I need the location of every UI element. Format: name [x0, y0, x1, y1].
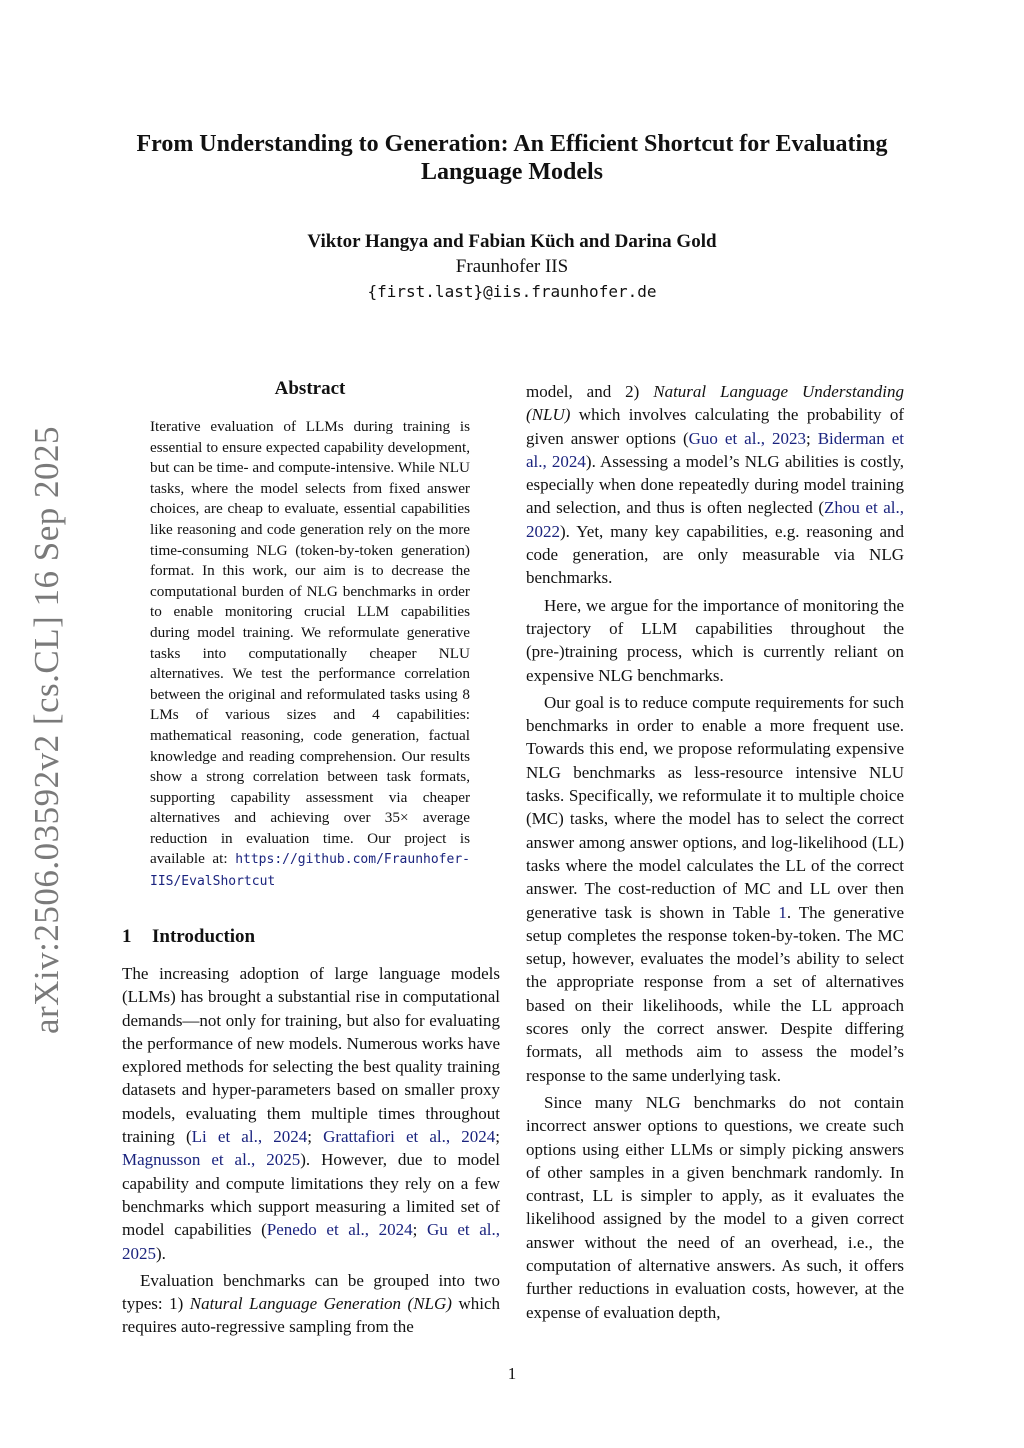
section-number: 1: [122, 926, 132, 947]
citation-biderman[interactable]: Biderman et al., 2024: [526, 428, 904, 471]
citation-gu[interactable]: Gu et al., 2025: [122, 1220, 500, 1263]
page-number: 1: [507, 1364, 517, 1383]
arxiv-id: arXiv:2506.03592v2 [cs.CL] 16 Sep 2025: [27, 425, 66, 1035]
nlu-term: Natural Language Understanding (NLU): [526, 382, 904, 425]
text-span: The increasing adoption of large language models (LLMs) has brought a substantial rise in computational demands—not only for training, but also for evaluating the performance of new models. Numerous works have explored methods for selecting the best quality training datasets and hyper-parameters based on smaller proxy models, evaluating them multiple times throughout training (: [122, 964, 500, 1147]
project-link[interactable]: https://github.com/Fraunhofer-IIS/EvalShortcut: [150, 852, 470, 890]
text-span: . The generative setup completes the response token-by-token. The MC setup, however, evaluates the model’s ability to select the appropriate response from a set of alternatives based on their likelihoods, while the LL approach scores only the correct answer. Despite differing formats, all methods aim to assess the model’s response to the same underlying task.: [526, 902, 904, 1085]
text-span: model, and 2): [526, 382, 654, 401]
paper-title: From Understanding to Generation: An Efficient Shortcut for Evaluating Language Models: [136, 131, 888, 185]
text-span: Our goal is to reduce compute requirements for such benchmarks in order to enable a more frequent use. Towards this end, we propose reformulating expensive NLG benchmarks as less-resource intensive NLU tasks. Specifically, we reformulate it to multiple choice (MC) tasks, where the model has to select the correct answer among answer options, and log-likelihood (LL) tasks where the model calculates the LL of the correct answer. The cost-reduction of MC and LL over then generative task is shown in Table: [526, 692, 904, 922]
intro-paragraph-2: [122, 1269, 500, 1339]
table-reference[interactable]: 1: [778, 902, 787, 922]
author-names: Viktor Hangya and Fabian Küch and Darina Gold: [307, 231, 717, 252]
right-paragraph-2: Here, we argue for the importance of monitoring the trajectory of LLM capabilities throughout the (pre-)training process, which is currently reliant on expensive NLG benchmarks.: [526, 595, 904, 685]
abstract-text: Iterative evaluation of LLMs during training is essential to ensure expected capability development, but can be time- and compute-intensive. While NLU tasks, where the model selects from fixed answer choices, are cheap to evaluate, essential capabilities like reasoning and code generation rely on the more time-consuming NLG (token-by-token generation) format. In this work, our aim is to decrease the computational burden of NLG benchmarks in order to enable monitoring crucial LLM capabilities during model training. We reformulate generative tasks into computationally cheaper NLU alternatives. We test the performance correlation between the original and reformulated tasks using 8 LMs of various sizes and 4 capabilities: mathematical reasoning, code generation, factual knowledge and reading comprehension. Our results show a strong correlation between task formats, supporting capability assessment via cheaper alternatives and achieving over 35× average reduction in evaluation time. Our project is available at:: [150, 418, 470, 868]
nlg-term: Natural Language Generation (NLG): [189, 1294, 452, 1314]
section-heading-introduction: [122, 926, 502, 948]
right-paragraph-4: Since many NLG benchmarks do not contain incorrect answer options to questions, we create such options using either LLMs or simply picking answers of other samples in a given benchmark randomly. In contrast, LL is simpler to apply, as it evaluates the likelihood assigned by the model to a given correct answer without the need of an overhead, i.e., the computation of alternative answers. As such, it offers further reductions in evaluation costs, however, at the expense of evaluation depth,: [526, 1092, 904, 1322]
text-span: ). However, due to model capability and compute limitations they rely on a few benchmarks which support measuring a limited set of model capabilities (: [122, 1150, 501, 1240]
citation-penedo[interactable]: Penedo et al., 2024: [266, 1220, 413, 1240]
citation-li[interactable]: Li et al., 2024: [191, 1127, 308, 1147]
citation-magnusson[interactable]: Magnusson et al., 2025: [122, 1150, 301, 1170]
text-span: ).: [156, 1243, 166, 1263]
intro-paragraph-1: The increasing adoption of large language models (LLMs) has brought a substantial rise in computational demands—not only for training, but also for evaluating the performance of new models. Numerous works have explored methods for selecting the best quality training datasets and hyper-parameters based on smaller proxy models, evaluating them multiple times throughout training (Li et al., 2024; Grattafiori et al., 2024; Magnusson et al., 2025). However, due to model capability and compute limitations they rely on a few benchmarks which support measuring a limited set of model capabilities (Penedo et al., 2024; Gu et al., 2025).: [122, 964, 501, 1263]
text-span: Evaluation benchmarks can be grouped into two types: 1): [122, 1270, 500, 1314]
author-email: {first.last}@iis.fraunhofer.de: [367, 282, 657, 301]
text-span: ). Yet, many key capabilities, e.g. reasoning and code generation, are only measurable via NLG benchmarks.: [526, 521, 904, 588]
right-column-body: [526, 380, 904, 1324]
affiliation: Fraunhofer IIS: [455, 256, 569, 277]
text-span: ). Assessing a model’s NLG abilities is costly, especially when done repeatedly during model training and selection, and thus is often neglected (: [526, 451, 904, 518]
citation-zhou[interactable]: Zhou et al., 2022: [526, 498, 904, 541]
abstract-body: [150, 417, 470, 893]
citation-guo[interactable]: Guo et al., 2023: [688, 428, 806, 448]
author-block: [100, 229, 924, 304]
text-span: which requires auto-regressive sampling from the: [122, 1294, 500, 1337]
text-span: which involves calculating the probability of given answer options (: [526, 405, 904, 448]
left-column-body: [122, 962, 500, 1339]
section-title: Introduction: [152, 926, 256, 947]
abstract-heading: Abstract: [274, 378, 346, 399]
right-paragraph-1: model, and 2) Natural Language Understanding (NLU) which involves calculating the probability of given answer options (Guo et al., 2023; Biderman et al., 2024). Assessing a model’s NLG abilities is costly, especially when done repeatedly during model training and selection, and thus is often neglected (Zhou et al., 2022). Yet, many key capabilities, e.g. reasoning and code generation, are only measurable via NLG benchmarks.: [526, 382, 904, 588]
arxiv-sidebar-stamp: [22, 425, 72, 1035]
right-paragraph-3: [526, 691, 904, 1087]
citation-grattafiori[interactable]: Grattafiori et al., 2024: [323, 1127, 496, 1147]
